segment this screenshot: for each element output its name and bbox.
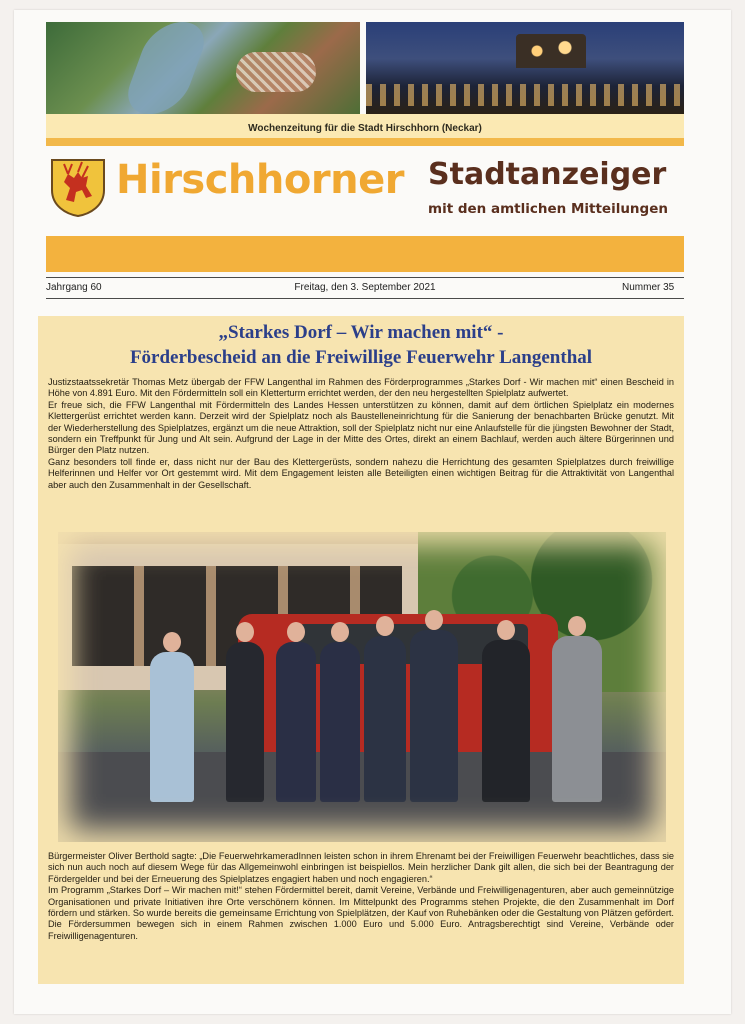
issue-volume: Jahrgang 60 [46, 282, 102, 293]
article-body-bottom [48, 851, 674, 942]
paragraph: Justizstaatssekretär Thomas Metz übergab der FFW Langenthal im Rahmen des Förderprogrammes „Starkes Dorf - Wir machen mit“ einen Bescheid in Höhe von 4.891 Euro. Mit den Fördermitteln soll ein Kletterturm errichtet werden, der den neu hergestellten Spielplatz aufwertet. [48, 377, 674, 399]
paragraph: Ganz besonders toll finde er, dass nicht nur der Bau des Klettergerüsts, sondern nahezu die Herrichtung des gesamten Spielplatzes durch freiwillige Helferinnen und Helfer vor Ort gestemmt wird. Mit dem Engagement leisten alle Beteiligten einen wichtigen Beitrag für die Attraktivität von Langenthal aber auch den Zusammenhalt in der Gesellschaft. [48, 456, 674, 490]
masthead-title-right: Stadtanzeiger [428, 157, 667, 192]
night-castle-photo [366, 22, 684, 114]
issue-number: Nummer 35 [622, 282, 675, 293]
paragraph: Im Programm „Starkes Dorf – Wir machen mit!“ stehen Fördermittel bereit, damit Vereine, Verbände und Freiwilligenagenturen, aber auch gemeinnützige Organisationen und private Initiativen ihre Orte verschönern können. Im Mittelpunkt des Programms stehen Projekte, die den Zusammenhalt im Dorf fördern und stärken. So wurde bereits die gemeinsame Errichtung von Spielplätzen, der Kauf von Ruhebänken oder die Gestaltung von Plätzen gefördert. Die Fördersummen bewegen sich in einem Rahmen zwischen 1.000 Euro und 5.000 Euro. Antragsberechtigt sind Vereine, Verbände oder Freiwilligenagenturen. [48, 885, 674, 941]
paragraph: Bürgermeister Oliver Berthold sagte: „Die FeuerwehrkameradInnen leisten schon in ihrem Ehrenamt bei der Freiwilligen Feuerwehr beachtliches, dass sie sich nun auch noch auf diesem Wege für das Allgemeinwohl einbringen ist beispiellos. Mein herzlicher Dank gilt allen, die sich bei der Beantragung der Fördergelder und bei der Erneuerung des Spielplatzes engagiert haben und noch engagieren.“ [48, 851, 674, 884]
article-headline: „Starkes Dorf – Wir machen mit“ - [218, 322, 504, 343]
issue-date: Freitag, den 3. September 2021 [294, 282, 436, 293]
accent-stripe [46, 138, 684, 146]
article-body-top [48, 377, 674, 491]
divider [46, 277, 684, 278]
divider [46, 298, 684, 299]
article-subheadline: Förderbescheid an die Freiwillige Feuerwehr Langenthal [129, 347, 593, 368]
masthead-title: Hirschhorner [116, 157, 404, 203]
group-photo [58, 532, 666, 842]
paragraph: Er freue sich, die FFW Langenthal mit Fördermitteln des Landes Hessen unterstützen zu können, damit auf dem örtlichen Spielplatz ein modernes Klettergerüst errichtet werden kann. Derzeit wird der Spielplatz noch als Baustelleneinrichtung für die Sanierung der benachbarten Brücke genutzt. Mit der Wiederherstellung des Spielplatzes, ergänzt um die neue Attraktion, soll der Spielplatz nicht nur eine Anlaufstelle für die jüngsten Bewohner der Stadt, sondern ein Treffpunkt für Jung und Alt sein. Aufgrund der Lage in der Mitte des Ortes, direkt an einem Bachlauf, werden auch ältere Bürgerinnen und Bürger den Platz nutzen. [48, 399, 674, 456]
coat-of-arms-icon [48, 156, 108, 218]
aerial-town-photo [46, 22, 360, 114]
masthead-band [46, 236, 684, 272]
masthead-subtitle: mit den amtlichen Mitteilungen [428, 201, 668, 217]
tagline: Wochenzeitung für die Stadt Hirschhorn (Neckar) [248, 123, 482, 134]
